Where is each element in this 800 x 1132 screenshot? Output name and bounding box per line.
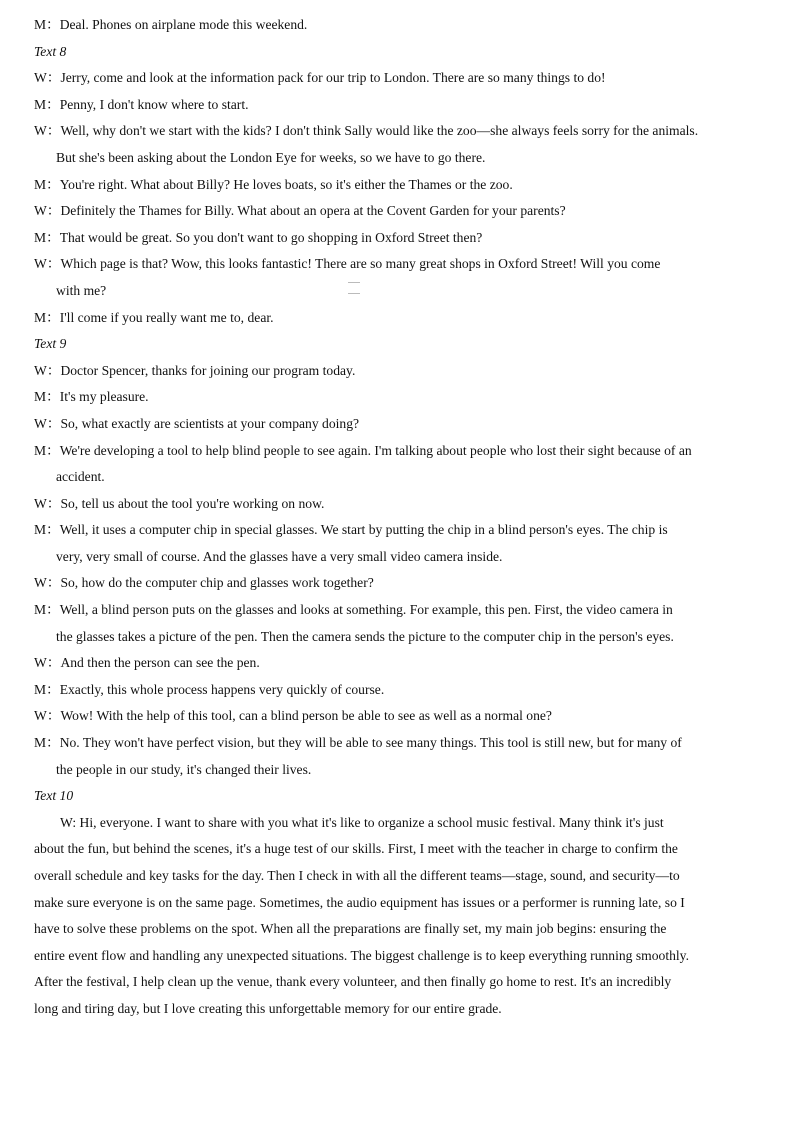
speaker-label: M [34,96,47,112]
speaker-label: M [34,309,47,325]
speaker-separator: ： [46,389,60,405]
speaker-label: W [34,708,47,724]
dialog-continuation: But she's been asking about the London Eye for weeks, so we have to go there. [56,149,486,165]
dialog-line [34,225,768,252]
speaker-separator: ： [46,602,60,618]
section-title: Text 10 [34,788,74,804]
dialog-text: Definitely the Thames for Billy. What about an opera at the Covent Garden for your parents? [60,203,566,219]
dialog-line [34,65,768,92]
speaker-label: M [34,176,47,192]
speaker-separator: ： [46,708,61,724]
speaker-label: M [34,442,47,458]
speaker-separator: ： [46,442,60,458]
dialog-line [34,570,768,597]
dialog-text: We're developing a tool to help blind people to see again. I'm talking about people who lost their sight because of an [59,442,692,458]
speaker-label: W [34,70,47,86]
speaker-label: M [34,17,47,32]
speaker-separator: ： [46,176,60,192]
dialog-line [34,118,768,145]
speaker-label: M [34,602,47,618]
dialog-text: Wow! With the help of this tool, can a blind person be able to see as well as a normal one? [60,708,552,724]
dialog-text: So, tell us about the tool you're working on now. [60,495,325,511]
monologue-line: long and tiring day, but I love creating this unforgettable memory for our entire grade. [34,1000,502,1016]
dialog-text: I'll come if you really want me to, dear. [59,309,274,325]
dialog-line [34,411,768,438]
speaker-label: W [34,575,47,591]
section-title: Text 8 [34,43,67,59]
speaker-separator: ： [46,681,60,697]
dialog-continuation: with me? [56,282,107,298]
dialog-line [34,305,768,332]
speaker-label: M [34,735,47,751]
monologue-line: entire event flow and handling any unexpected situations. The biggest challenge is to keep everything running smoothly. [34,947,689,963]
dialog-continuation: very, very small of course. And the glasses have a very small video camera inside. [56,548,503,564]
speaker-separator: ： [46,735,60,751]
speaker-label: W [34,123,47,139]
speaker-separator: ： [46,655,61,671]
monologue-line: After the festival, I help clean up the venue, thank every volunteer, and then finally go home to rest. It's an incredibly [34,974,672,990]
dialog-text: No. They won't have perfect vision, but they will be able to see many things. This tool is still new, but for many of [59,735,682,751]
speaker-separator: ： [46,522,60,538]
transcript-document [34,12,768,1023]
monologue-line: about the fun, but behind the scenes, it's a huge test of our skills. First, I meet with the teacher in charge to confirm the [34,841,678,857]
dialog-text: And then the person can see the pen. [60,655,260,671]
monologue-paragraph [34,810,768,1023]
speaker-separator: ： [46,203,61,219]
dialog-line [34,491,768,518]
dialog-text: Penny, I don't know where to start. [59,96,249,112]
dialog-continuation: the people in our study, it's changed their lives. [56,761,312,777]
dialog-line [34,650,768,677]
dialog-text: Which page is that? Wow, this looks fantastic! There are so many great shops in Oxford Street! Will you come [60,256,661,272]
monologue-line: have to solve these problems on the spot. When all the preparations are finally set, my main job begins: ensuring the [34,921,667,937]
monologue-line: W: Hi, everyone. I want to share with you what it's like to organize a school music festival. Many think it's just [60,814,664,830]
dialog-line [34,198,768,225]
scan-mark [348,282,360,294]
speaker-label: M [34,229,47,245]
speaker-separator: ： [46,70,61,86]
dialog-line [34,517,768,544]
dialog-text: That would be great. So you don't want to go shopping in Oxford Street then? [59,229,483,245]
dialog-continuation: the glasses takes a picture of the pen. Then the camera sends the picture to the computer chip in the person's eyes. [56,628,674,644]
dialog-text: Well, it uses a computer chip in special glasses. We start by putting the chip in a blind person's eyes. The chip is [59,522,668,538]
dialog-line [34,172,768,199]
speaker-separator: ： [46,256,61,272]
dialog-line [34,92,768,119]
dialog-line [34,358,768,385]
dialog-text: Deal. Phones on airplane mode this weekend. [59,17,308,32]
speaker-separator: ： [46,362,61,378]
dialog-text: Exactly, this whole process happens very quickly of course. [59,681,385,697]
dialog-line [34,438,768,465]
dialog-line [34,677,768,704]
dialog-line [34,251,768,278]
section-title: Text 9 [34,336,67,352]
speaker-label: W [34,415,47,431]
speaker-label: W [34,256,47,272]
speaker-separator: ： [46,309,60,325]
speaker-label: M [34,681,47,697]
speaker-separator: ： [46,96,60,112]
speaker-label: M [34,522,47,538]
dialog-line [34,384,768,411]
speaker-label: W [34,495,47,511]
speaker-label: W [34,655,47,671]
dialog-line [34,703,768,730]
speaker-separator: ： [46,495,61,511]
dialog-text: So, what exactly are scientists at your company doing? [60,415,360,431]
dialog-text: You're right. What about Billy? He loves boats, so it's either the Thames or the zoo. [59,176,513,192]
speaker-separator: ： [46,415,61,431]
dialog-text: Doctor Spencer, thanks for joining our program today. [60,362,356,378]
dialog-line [34,730,768,757]
dialog-text: So, how do the computer chip and glasses work together? [60,575,374,591]
speaker-separator: ： [46,229,60,245]
speaker-label: M [34,389,47,405]
monologue-line: make sure everyone is on the same page. Sometimes, the audio equipment has issues or a performer is running late, so I [34,894,685,910]
dialog-text: Well, why don't we start with the kids? I don't think Sally would like the zoo—she always feels sorry for the animals. [60,123,699,139]
speaker-separator: ： [46,575,61,591]
speaker-separator: ： [46,123,61,139]
monologue-line: overall schedule and key tasks for the day. Then I check in with all the different teams—stage, sound, and security—to [34,868,680,883]
speaker-label: W [34,203,47,219]
dialog-continuation: accident. [56,469,105,485]
dialog-line [34,12,768,39]
dialog-text: Well, a blind person puts on the glasses and looks at something. For example, this pen. First, the video camera in [59,602,673,618]
speaker-separator: ： [46,17,60,32]
speaker-label: W [34,362,47,378]
dialog-text: It's my pleasure. [59,389,149,405]
dialog-line [34,597,768,624]
dialog-text: Jerry, come and look at the information pack for our trip to London. There are so many things to do! [60,70,606,86]
